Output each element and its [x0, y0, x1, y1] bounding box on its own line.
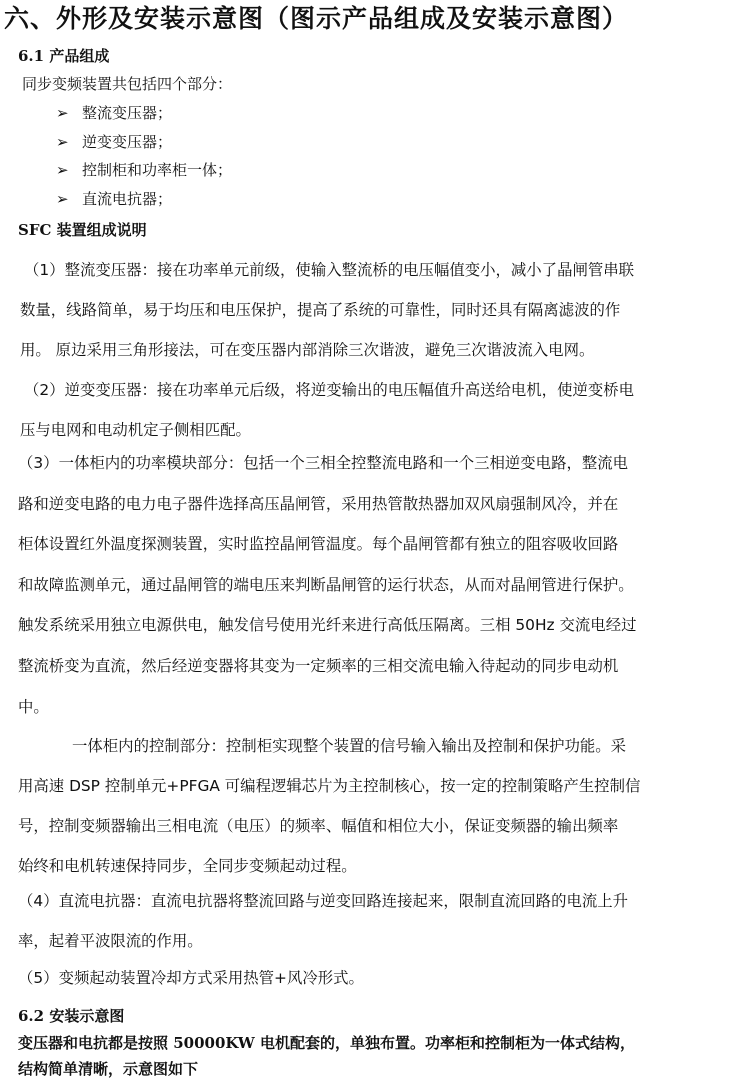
paragraph-line: 触发系统采用独立电源供电，触发信号使用光纤来进行高低压隔离。三相 50Hz 交流电经过: [18, 616, 637, 635]
sfc-heading: SFC 装置组成说明: [18, 221, 147, 239]
paragraph-dc-reactor: [18, 881, 736, 961]
paragraph-line: 中。: [18, 697, 49, 716]
paragraph-cooling: （5）变频起动装置冷却方式采用热管+风冷形式。: [18, 969, 364, 987]
paragraph-line: 柜体设置红外温度探测装置，实时监控晶闸管温度。每个晶闸管都有独立的阻容吸收回路: [18, 535, 619, 554]
paragraph-power-module: [18, 443, 736, 727]
list-item-text: 整流变压器；: [82, 104, 173, 122]
arrow-bullet-icon: ➢: [56, 190, 69, 208]
list-item: [56, 132, 172, 152]
section-6-1-heading: 6.1 产品组成: [18, 47, 110, 65]
page-title: 六、外形及安装示意图（图示产品组成及安装示意图）: [4, 4, 629, 33]
paragraph-line: （1）整流变压器：接在功率单元前级，使输入整流桥的电压幅值变小，减小了晶闸管串联: [24, 261, 635, 279]
paragraph-line: （3）一体柜内的功率模块部分：包括一个三相全控整流电路和一个三相逆变电路，整流电: [18, 454, 629, 472]
section-6-1-intro: 同步变频装置共包括四个部分：: [22, 75, 233, 93]
paragraph-line: 整流桥变为直流，然后经逆变器将其变为一定频率的三相交流电输入待起动的同步电动机: [18, 656, 619, 675]
paragraph-line: （2）逆变变压器：接在功率单元后级，将逆变输出的电压幅值升高送给电机，使逆变桥电: [24, 381, 635, 399]
paragraph-line: 数量，线路简单，易于均压和电压保护，提高了系统的可靠性，同时还具有隔离滤波的作: [20, 301, 621, 319]
paragraph-line: 压与电网和电动机定子侧相匹配。: [20, 421, 251, 439]
list-item: [56, 160, 232, 180]
paragraph-line: 路和逆变电路的电力电子器件选择高压晶闸管，采用热管散热器加双风扇强制风冷，并在: [18, 494, 619, 513]
list-item: [56, 103, 172, 123]
arrow-bullet-icon: ➢: [56, 104, 69, 122]
paragraph-line: 用高速 DSP 控制单元+PFGA 可编程逻辑芯片为主控制核心，按一定的控制策略产生控制信: [18, 777, 641, 795]
paragraph-line: 和故障监测单元，通过晶闸管的端电压来判断晶闸管的运行状态，从而对晶闸管进行保护。: [18, 575, 634, 594]
paragraph-control-part: [18, 726, 736, 886]
paragraph-inverter-transformer: [20, 370, 742, 450]
paragraph-rectifier-transformer: [20, 250, 740, 370]
install-note-line: 变压器和电抗都是按照 50000KW 电机配套的，单独布置。功率柜和控制柜为一体式结构，: [18, 1034, 635, 1052]
list-item-text: 控制柜和功率柜一体；: [82, 161, 233, 179]
paragraph-line: 始终和电机转速保持同步，全同步变频起动过程。: [18, 857, 357, 875]
arrow-bullet-icon: ➢: [56, 133, 69, 151]
section-6-2-heading: 6.2 安装示意图: [18, 1007, 125, 1025]
install-note-line: 结构简单清晰，示意图如下: [18, 1060, 199, 1078]
paragraph-line: 率，起着平波限流的作用。: [18, 932, 203, 950]
paragraph-line: 一体柜内的控制部分：控制柜实现整个装置的信号输入输出及控制和保护功能。采: [72, 737, 627, 755]
list-item-text: 逆变变压器；: [82, 133, 173, 151]
paragraph-line: 号，控制变频器输出三相电流（电压）的频率、幅值和相位大小，保证变频器的输出频率: [18, 817, 619, 835]
paragraph-line: 用。 原边采用三角形接法，可在变压器内部消除三次谐波，避免三次谐波流入电网。: [20, 341, 595, 359]
paragraph-line: （4）直流电抗器：直流电抗器将整流回路与逆变回路连接起来，限制直流回路的电流上升: [18, 892, 629, 910]
list-item-text: 直流电抗器；: [82, 190, 173, 208]
list-item: [56, 189, 172, 209]
arrow-bullet-icon: ➢: [56, 161, 69, 179]
